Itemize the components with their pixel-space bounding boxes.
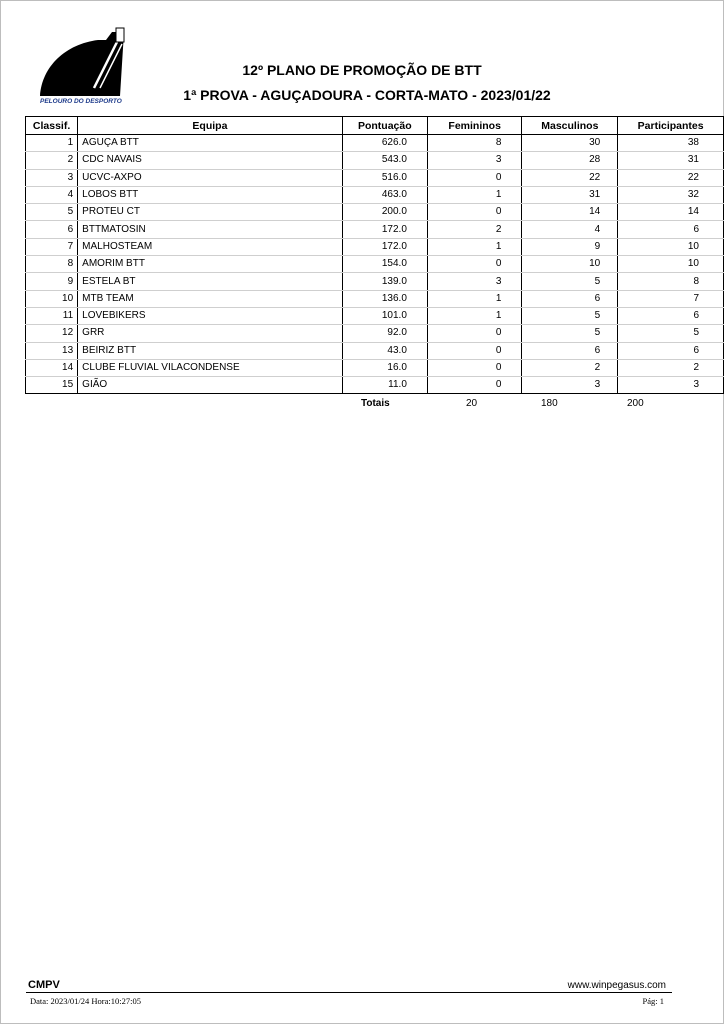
cell-points: 11.0: [342, 377, 427, 394]
table-row: [26, 342, 724, 359]
table-row: [26, 135, 724, 152]
cell-team: UCVC-AXPO: [78, 169, 343, 186]
table-row: [26, 377, 724, 394]
col-header-male: Masculinos: [522, 117, 618, 135]
cell-female: 1: [427, 290, 522, 307]
footer-divider: [26, 992, 672, 993]
cell-participants: 3: [618, 377, 724, 394]
cell-points: 16.0: [342, 359, 427, 376]
cell-team: BEIRIZ BTT: [78, 342, 343, 359]
cell-team: AMORIM BTT: [78, 256, 343, 273]
cell-male: 5: [522, 325, 618, 342]
cell-participants: 22: [618, 169, 724, 186]
cell-rank: 3: [26, 169, 78, 186]
cell-participants: 6: [618, 221, 724, 238]
cell-male: 6: [522, 342, 618, 359]
cell-participants: 2: [618, 359, 724, 376]
cell-team: CDC NAVAIS: [78, 152, 343, 169]
table-row: [26, 238, 724, 255]
cell-female: 3: [427, 152, 522, 169]
cell-points: 92.0: [342, 325, 427, 342]
footer-date: Data: 2023/01/24 Hora:10:27:05: [30, 996, 141, 1006]
cell-male: 28: [522, 152, 618, 169]
cell-participants: 32: [618, 186, 724, 203]
cell-rank: 7: [26, 238, 78, 255]
cell-participants: 6: [618, 307, 724, 324]
cell-male: 9: [522, 238, 618, 255]
cell-rank: 5: [26, 204, 78, 221]
cell-male: 3: [522, 377, 618, 394]
cell-team: GIÃO: [78, 377, 343, 394]
cell-points: 200.0: [342, 204, 427, 221]
cell-rank: 4: [26, 186, 78, 203]
cell-female: 0: [427, 342, 522, 359]
cell-female: 3: [427, 273, 522, 290]
cell-rank: 13: [26, 342, 78, 359]
table-row: [26, 152, 724, 169]
cell-points: 154.0: [342, 256, 427, 273]
cell-rank: 1: [26, 135, 78, 152]
footer-org: CMPV: [28, 979, 60, 991]
cell-points: 101.0: [342, 307, 427, 324]
col-header-female: Femininos: [427, 117, 522, 135]
cell-rank: 8: [26, 256, 78, 273]
cell-participants: 7: [618, 290, 724, 307]
cell-team: GRR: [78, 325, 343, 342]
page-subtitle: 1ª PROVA - AGUÇADOURA - CORTA-MATO - 2023/01/22: [183, 87, 551, 103]
cell-participants: 5: [618, 325, 724, 342]
cell-rank: 2: [26, 152, 78, 169]
cell-female: 1: [427, 307, 522, 324]
cell-female: 0: [427, 169, 522, 186]
table-row: [26, 359, 724, 376]
table-row: [26, 273, 724, 290]
cell-team: LOBOS BTT: [78, 186, 343, 203]
cell-female: 1: [427, 186, 522, 203]
cell-team: LOVEBIKERS: [78, 307, 343, 324]
logo-caption: PELOURO DO DESPORTO: [40, 98, 122, 105]
cell-participants: 6: [618, 342, 724, 359]
cell-team: CLUBE FLUVIAL VILACONDENSE: [78, 359, 343, 376]
totals-female: 20: [466, 398, 478, 409]
cell-male: 10: [522, 256, 618, 273]
cell-team: MALHOSTEAM: [78, 238, 343, 255]
cell-female: 0: [427, 256, 522, 273]
cell-rank: 14: [26, 359, 78, 376]
cell-rank: 6: [26, 221, 78, 238]
cell-male: 4: [522, 221, 618, 238]
cell-participants: 10: [618, 256, 724, 273]
cell-rank: 9: [26, 273, 78, 290]
col-header-participants: Participantes: [618, 117, 724, 135]
cell-points: 463.0: [342, 186, 427, 203]
totals-label: Totais: [361, 398, 390, 409]
cell-male: 2: [522, 359, 618, 376]
cell-rank: 15: [26, 377, 78, 394]
col-header-rank: Classif.: [26, 117, 78, 135]
table-header-row: [26, 117, 724, 135]
table-row: [26, 169, 724, 186]
cell-participants: 31: [618, 152, 724, 169]
table-row: [26, 290, 724, 307]
cell-rank: 11: [26, 307, 78, 324]
cell-female: 8: [427, 135, 522, 152]
cell-female: 0: [427, 325, 522, 342]
cell-rank: 12: [26, 325, 78, 342]
cell-points: 172.0: [342, 238, 427, 255]
table-row: [26, 186, 724, 203]
footer-website: www.winpegasus.com: [567, 980, 666, 991]
table-row: [26, 256, 724, 273]
cell-points: 626.0: [342, 135, 427, 152]
cell-points: 543.0: [342, 152, 427, 169]
cell-points: 172.0: [342, 221, 427, 238]
totals-participants: 200: [627, 398, 644, 409]
cell-team: ESTELA BT: [78, 273, 343, 290]
col-header-points: Pontuação: [342, 117, 427, 135]
cell-team: MTB TEAM: [78, 290, 343, 307]
cell-points: 136.0: [342, 290, 427, 307]
cell-male: 5: [522, 307, 618, 324]
cell-male: 14: [522, 204, 618, 221]
cell-female: 0: [427, 377, 522, 394]
cell-female: 0: [427, 204, 522, 221]
cell-rank: 10: [26, 290, 78, 307]
cell-team: PROTEU CT: [78, 204, 343, 221]
cell-male: 22: [522, 169, 618, 186]
results-table: [25, 116, 724, 394]
cell-female: 0: [427, 359, 522, 376]
cell-participants: 8: [618, 273, 724, 290]
table-row: [26, 204, 724, 221]
table-row: [26, 221, 724, 238]
cell-points: 139.0: [342, 273, 427, 290]
cell-points: 516.0: [342, 169, 427, 186]
cell-team: BTTMATOSIN: [78, 221, 343, 238]
table-row: [26, 325, 724, 342]
cell-participants: 10: [618, 238, 724, 255]
cell-female: 1: [427, 238, 522, 255]
cell-participants: 14: [618, 204, 724, 221]
page-title: 12º PLANO DE PROMOÇÃO DE BTT: [242, 62, 482, 78]
totals-male: 180: [541, 398, 558, 409]
cell-male: 30: [522, 135, 618, 152]
cell-male: 31: [522, 186, 618, 203]
cell-participants: 38: [618, 135, 724, 152]
col-header-team: Equipa: [78, 117, 343, 135]
footer-page-number: Pág: 1: [642, 996, 664, 1006]
table-row: [26, 307, 724, 324]
cell-male: 5: [522, 273, 618, 290]
cell-team: AGUÇA BTT: [78, 135, 343, 152]
cell-female: 2: [427, 221, 522, 238]
cell-male: 6: [522, 290, 618, 307]
cell-points: 43.0: [342, 342, 427, 359]
